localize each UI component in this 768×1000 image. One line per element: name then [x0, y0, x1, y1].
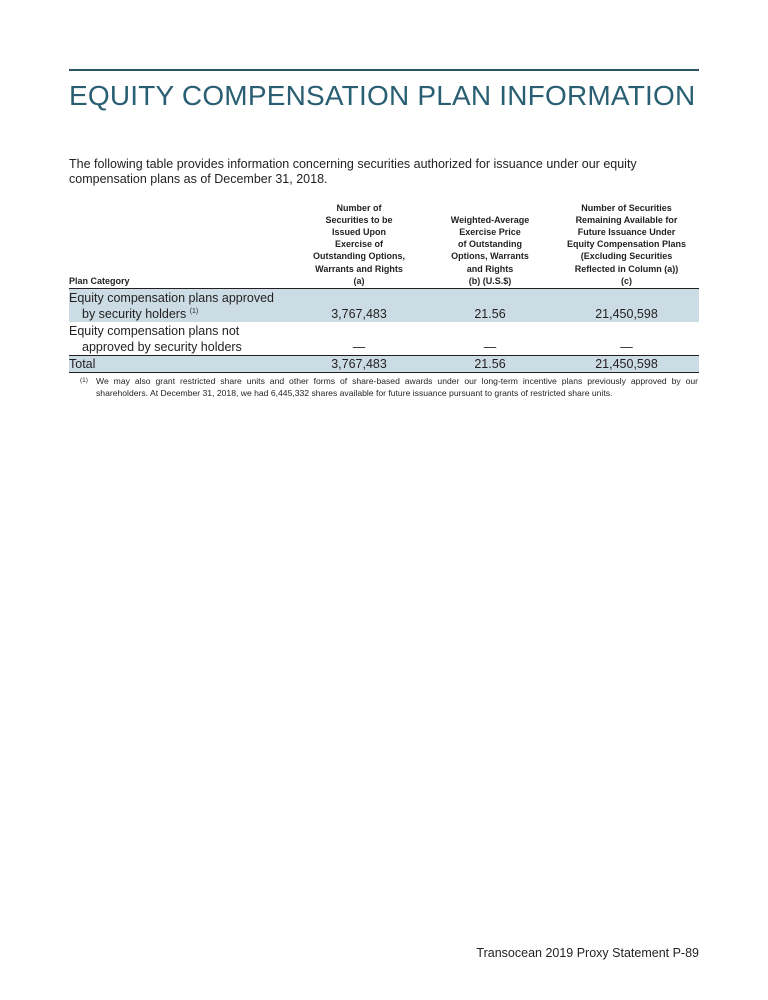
table-row	[69, 289, 699, 322]
cell-col-c: 21,450,598	[595, 307, 658, 321]
top-rule	[69, 69, 699, 71]
total-label: Total	[69, 357, 96, 371]
row-label-line2-text: by security holders	[82, 307, 187, 321]
header-col-b: Weighted-Average Exercise Price of Outstanding Options, Warrants and Rights (b) (U.S.$)	[450, 214, 530, 286]
cell-col-a: —	[352, 340, 366, 354]
page-title: EQUITY COMPENSATION PLAN INFORMATION	[69, 80, 696, 111]
intro-paragraph: The following table provides information concerning securities authorized for issuance under our equity compensation plans as of December 31, 2018.	[69, 157, 637, 186]
table-header	[69, 200, 699, 289]
footnote-ref: (1)	[189, 308, 199, 315]
row-label-line2: approved by security holders	[82, 340, 242, 354]
cell-col-c: —	[620, 340, 633, 354]
footnote	[80, 375, 698, 399]
row-label-line1: Equity compensation plans not	[69, 324, 240, 338]
header-plan-category: Plan Category	[69, 275, 130, 286]
cell-col-a: 3,767,483	[331, 307, 387, 321]
total-col-b: 21.56	[474, 357, 506, 371]
total-col-a: 3,767,483	[331, 357, 387, 371]
header-col-c: Number of Securities Remaining Available for Future Issuance Under Equity Compensation Plans (Excluding Securities Reflected in Column (a)) (c)	[566, 202, 687, 286]
table-row	[69, 322, 699, 355]
cell-col-b: 21.56	[474, 307, 506, 321]
page-footer: Transocean 2019 Proxy Statement P-89	[476, 946, 699, 960]
total-col-c: 21,450,598	[595, 357, 658, 371]
total-row	[69, 355, 699, 373]
footnote-text: We may also grant restricted share units and other forms of share-based awards under our long-term incentive plans previously approved by our shareholders. At December 31, 2018, we had 6,445,332 shares available for future issuance pursuant to grants of restricted share units.	[96, 376, 698, 398]
equity-compensation-table	[69, 200, 699, 373]
header-col-a: Number of Securities to be Issued Upon Exercise of Outstanding Options, Warrants and Rights (a)	[313, 202, 405, 286]
cell-col-b: —	[483, 340, 497, 354]
row-label-line1: Equity compensation plans approved	[69, 291, 274, 305]
footnote-marker: (1)	[80, 377, 88, 384]
